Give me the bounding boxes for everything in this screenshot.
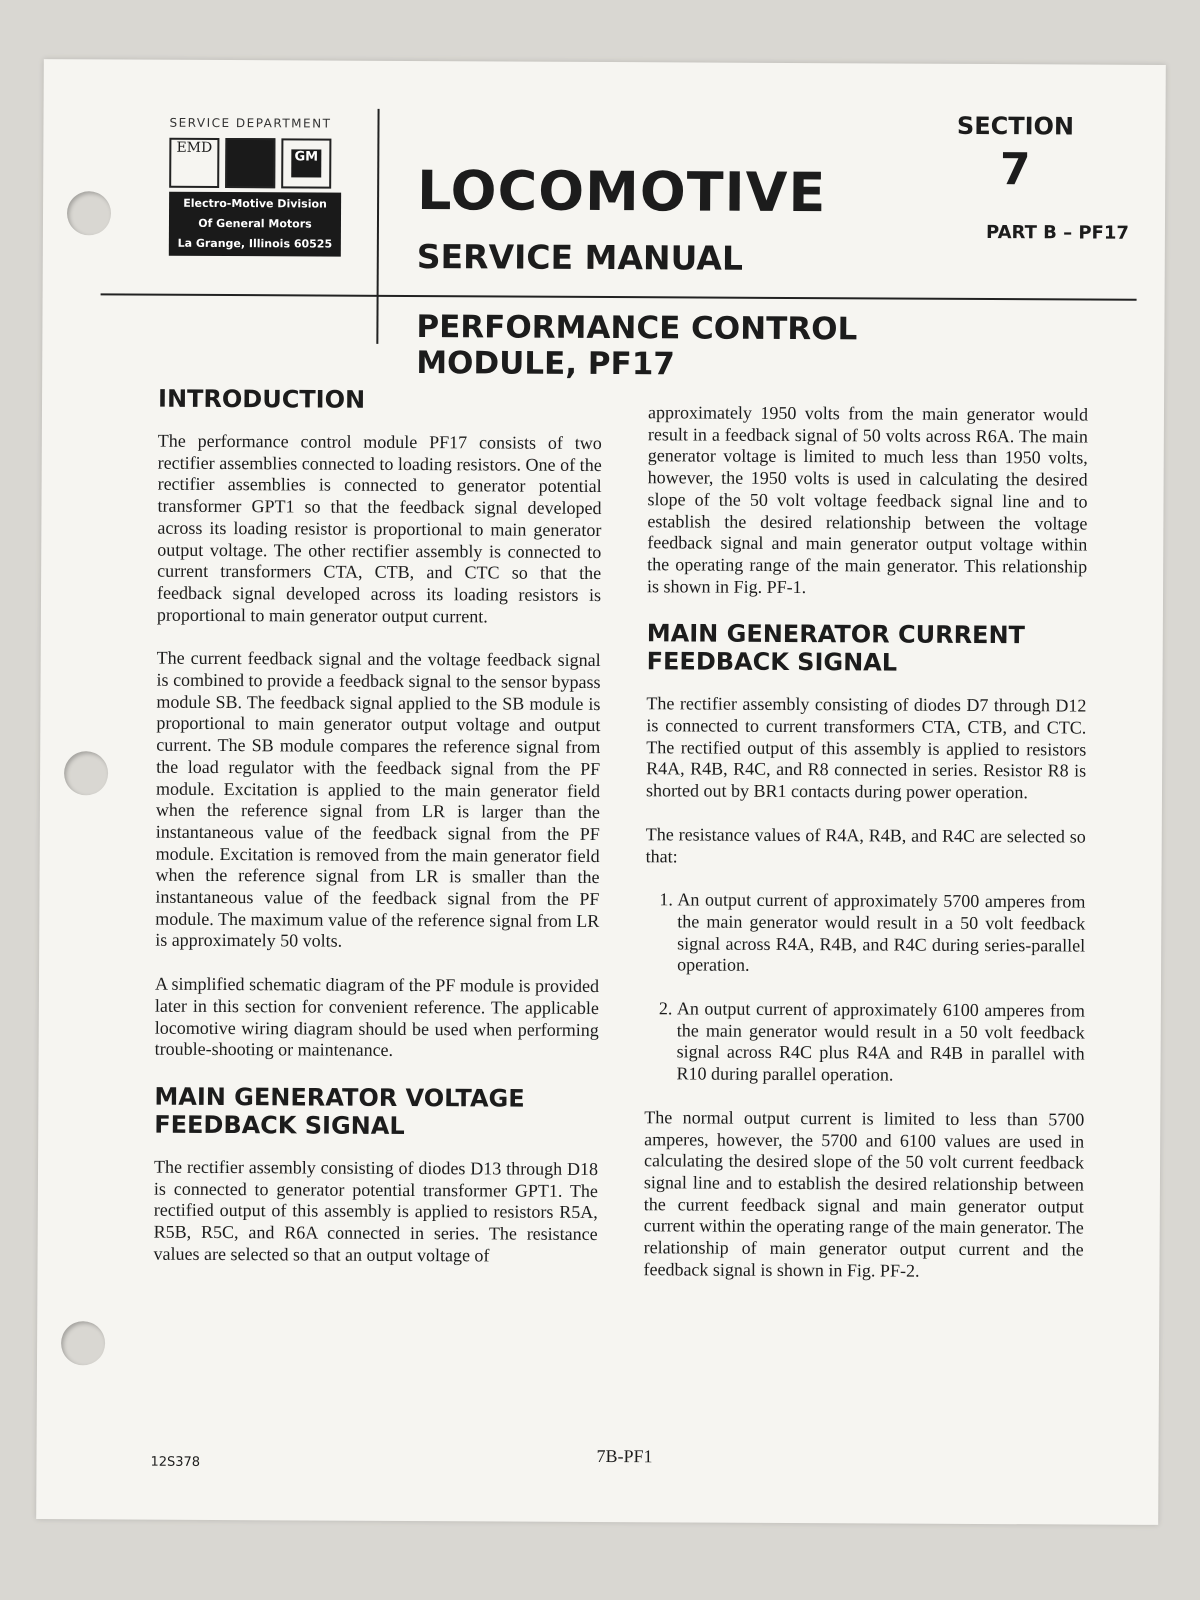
list-item: 1. An output current of approximately 5700 amperes from the main generator would result in a 50 volt feedback signal across R4A, R4B, and R4C during series-parallel operation. xyxy=(677,890,1085,979)
manual-page xyxy=(36,59,1166,1525)
gm-logo: GM xyxy=(281,138,331,188)
emd-logo-block xyxy=(169,138,342,257)
left-column xyxy=(153,385,602,1290)
section-number: 7 xyxy=(999,144,1031,196)
heading-introduction: INTRODUCTION xyxy=(157,384,366,414)
section-label: SECTION 7 xyxy=(935,112,1095,196)
manual-title: LOCOMOTIVE xyxy=(416,159,827,225)
paragraph: The rectifier assembly consisting of diodes D7 through D12 is connected to current transformers CTA, CTB, and CTC. The rectified output of this assembly is applied to resistors R4A, R4B, R4C, and R8 connected in series. Resistor R8 is shorted out by BR1 contacts during power operation. xyxy=(645,693,1087,803)
paragraph: A simplified schematic diagram of the PF module is provided later in this section for convenient reference. The applicable locomotive wiring diagram should be used when performing trouble-shooting or maintenance. xyxy=(154,973,600,1061)
manual-subtitle: SERVICE MANUAL xyxy=(416,237,744,278)
vertical-divider xyxy=(376,109,379,344)
paragraph: The resistance values of R4A, R4B, and R4C are selected so that: xyxy=(645,824,1086,866)
binder-hole xyxy=(67,191,111,235)
paragraph: The performance control module PF17 consists of two rectifier assemblies connected to loading resistors. One of the rectifier assemblies is connected to generator potential transformer GPT1 so that the feedback signal developed across its loading resistor is proportional to main generator output voltage. The other rectifier assembly is connected to current transformers CTA, CTB, and CTC so that the feedback signal developed across its loading resistors is proportional to main generator output current. xyxy=(156,430,602,627)
address-line: Of General Motors xyxy=(198,216,312,231)
paragraph: The rectifier assembly consisting of diodes D13 through D18 is connected to generator potential transformer GPT1. The rectified output of this assembly is applied to resistors R5A, R5B, R5C, and R6A connected in series. The resistance values are selected so that an output voltage of xyxy=(153,1156,599,1266)
address-line: Electro-Motive Division xyxy=(183,196,327,211)
horizontal-divider xyxy=(101,293,1137,300)
paragraph: The current feedback signal and the voltage feedback signal is combined to provide a feedback signal to the sensor bypass module SB. The feedback signal applied to the SB module is proportional to main generator output voltage and output current. The SB module compares the reference signal from the load regulator with the feedback signal from the PF module. Excitation is applied to the main generator field when the reference signal from LR is larger than the instantaneous value of the feedback signal from the PF module. Excitation is removed from the main generator field when the reference signal from LR is smaller than the instantaneous value of the feedback signal from the PF module. The maximum value of the reference signal from LR is approximately 50 volts. xyxy=(155,648,601,952)
right-column xyxy=(643,402,1088,1305)
conditions-list xyxy=(644,889,1085,1087)
paragraph: approximately 1950 volts from the main generator would result in a feedback signal of 50 volts across R6A. The main generator voltage is limited to much less than 1950 volts, however, the 1950 volts is used in calculating the desired slope of the 50 volt voltage feedback signal line and to establish the desired relationship between the voltage feedback signal and main generator output voltage within the operating range of the main generator. This relationship is shown in Fig. PF-1. xyxy=(647,402,1089,597)
module-title: PERFORMANCE CONTROL MODULE, PF17 xyxy=(416,309,858,383)
paragraph: The normal output current is limited to less than 5700 amperes, however, the 5700 and 6100 values are used in calculating the desired slope of the 50 volt current feedback signal line and to establish the desired relationship between the current feedback signal and main generator output current within the operating range of the main generator. The relationship of main generator output current and the feedback signal is shown in Fig. PF-2. xyxy=(643,1107,1085,1281)
list-item: 2. An output current of approximately 6100 amperes from the main generator would result in a 50 volt feedback signal across R4C plus R4A and R4B in parallel with R10 during parallel operation. xyxy=(676,998,1084,1087)
binder-hole xyxy=(64,751,108,795)
address-line: La Grange, Illinois 60525 xyxy=(177,236,333,251)
heading-voltage-feedback: MAIN GENERATOR VOLTAGE FEEDBACK SIGNAL xyxy=(154,1082,525,1140)
emd-logo: EMD xyxy=(169,138,219,188)
binder-hole xyxy=(61,1321,105,1365)
part-label: PART B – PF17 xyxy=(986,222,1129,244)
heading-current-feedback: MAIN GENERATOR CURRENT FEEDBACK SIGNAL xyxy=(646,619,1026,677)
page-number: 7B-PF1 xyxy=(596,1445,653,1467)
service-department-label: SERVICE DEPARTMENT xyxy=(169,115,332,131)
black-square-logo xyxy=(225,138,275,188)
address-block xyxy=(169,192,341,257)
document-number: 12S378 xyxy=(150,1454,201,1470)
